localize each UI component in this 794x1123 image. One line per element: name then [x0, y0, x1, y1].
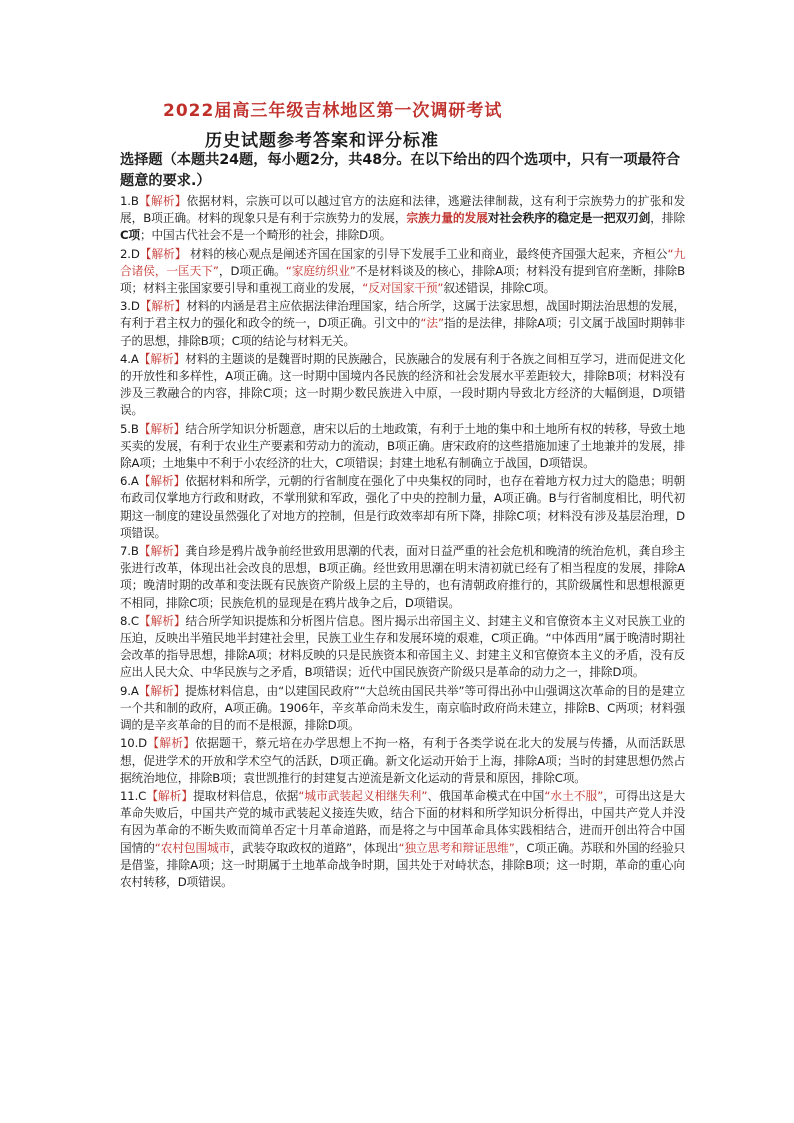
answer-number: 1.B — [120, 194, 139, 208]
answer-text: 不是材料谈及的核心，排除A项；材料没有提到官府垄断，排除B项；材料主张国家要引导和重视工商业的发展， — [120, 263, 685, 296]
analysis-tag: 【解析】 — [146, 788, 194, 803]
answer-item — [120, 298, 685, 350]
analysis-tag: 【解析】 — [139, 246, 187, 261]
exam-title: 2022届高三年级吉林地区第一次调研考试 — [163, 101, 503, 121]
answer-number: 4.A — [120, 351, 139, 366]
answer-number: 11.C — [120, 788, 147, 803]
answer-item — [120, 683, 685, 735]
answer-item — [120, 246, 685, 298]
analysis-tag: 【解析】 — [138, 421, 186, 436]
answer-text: C项 — [120, 228, 140, 243]
answer-item — [120, 473, 685, 542]
answer-text: “法” — [420, 316, 444, 331]
answer-number: 10.D — [120, 736, 147, 751]
answer-item — [120, 421, 685, 473]
answer-text: 指的是法律，排除A项；引文属于战国时期韩非子的思想，排除B项；C项的结论与材料无关。 — [120, 316, 685, 348]
answer-text: “反对国家干预” — [362, 281, 444, 296]
answer-text: 依据材料，宗族可以可以越过官方的法庭和法律，逃避法律制裁，这有利于宗族势力的扩张和发展，B项正确。材料的现象只是有利于宗族势力的发展， — [120, 194, 685, 226]
answer-text: 宗族力量的发展 — [406, 211, 488, 226]
answer-text: 提取材料信息，依据 — [193, 788, 299, 803]
analysis-tag: 【解析】 — [138, 351, 186, 366]
answer-text: “九合诸侯，一匡天下” — [120, 246, 685, 278]
answer-text: “独立思考和辩证思维” — [398, 840, 515, 855]
analysis-tag: 【解析】 — [138, 194, 187, 208]
section-heading: 选择题（本题共24题，每小题2分，共48分。在以下给出的四个选项中，只有一项最符合题意的要求.） — [120, 152, 681, 189]
answer-number: 3.D — [120, 299, 140, 314]
answer-text: 材料的核心观点是阐述齐国在国家的引导下发展手工业和商业，最终使齐国强大起来，齐桓公 — [186, 246, 668, 261]
answer-text: 结合所学知识分析题意，唐宋以后的土地政策，有利于土地的集中和土地所有权的转移，导致土地买卖的发展，有利于农业生产要素和劳动力的流动，B项正确。唐宋政府的这些措施加速了土地兼并的发展，排除A项；土地集中不利于小农经济的壮大，C项错误；封建土地私有制确立于战国，D项错误。 — [120, 421, 685, 471]
answer-item — [120, 543, 685, 612]
answer-item — [120, 735, 685, 787]
answer-item — [120, 788, 685, 891]
answer-text: ，武装夺取政权的道路”，体现出 — [230, 840, 399, 855]
answer-text: 提炼材料信息，由“以建国民政府”“大总统由国民共举”等可得出孙中山强调这次革命的目的是建立一个共和制的政府，A项正确。1906年，辛亥革命尚未发生，南京临时政府尚未建立，排除B、C两项；材料强调的是辛亥革命的目的而不是根源，排除D项。 — [120, 683, 685, 733]
answer-number: 9.A — [120, 683, 139, 698]
answer-number: 8.C — [120, 613, 139, 628]
answer-text: “城市武装起义相继失利” — [298, 788, 428, 803]
answer-text: 结合所学知识提炼和分析图片信息。图片揭示出帝国主义、封建主义和官僚资本主义对民族工业的压迫，反映出半殖民地半封建社会里，民族工业生存和发展环境的艰难，C项正确。“中体西用”属于晚清时期社会改革的指导思想，排除A项；材料反映的只是民族资本和帝国主义、封建主义和官僚资本主义的矛盾，没有反应出人民大众、中华民族与之矛盾，B项错误；近代中国民族资产阶级只是革命的动力之一，排除D项。 — [120, 613, 685, 680]
answer-text: ；中国古代社会不是一个畸形的社会，排除D项。 — [139, 228, 392, 243]
answer-number: 7.B — [120, 544, 139, 559]
analysis-tag: 【解析】 — [138, 544, 186, 559]
answer-text: ，D项正确。 — [218, 263, 286, 278]
answer-text: 、俄国革命模式在中国 — [427, 788, 545, 803]
analysis-tag: 【解析】 — [138, 683, 186, 698]
answer-text: 依据材料和所学，元朝的行省制度在强化了中央集权的同时，也存在着地方权力过大的隐患；明朝布政司仅掌地方行政和财政，不掌刑狱和军政，强化了中央的控制力量，A项正确。B与行省制度相比，明代初期这一制度的建设虽然强化了对地方的控制，但是行政效率却有所下降，排除C项；材料没有涉及基层治理，D项错误。 — [120, 474, 685, 540]
answer-item — [120, 193, 685, 245]
answer-text: “农村包围城市 — [154, 840, 231, 855]
answer-text: 龚自珍是鸦片战争前经世致用思潮的代表，面对日益严重的社会危机和晚清的统治危机，龚自珍主张进行改革，体现出社会改良的思想，B项正确。经世致用思潮在明末清初就已经有了相当程度的发展，排除A项；晚清时期的改革和变法既有民族资产阶级上层的主导的，也有清朝政府推行的，其阶级属性和思想根源更不相同，排除C项；民族危机的显现是在鸦片战争之后，D项错误。 — [120, 544, 685, 610]
answer-number: 5.B — [120, 421, 139, 436]
answer-text: 对社会秩序的稳定是一把双刃剑 — [487, 211, 651, 226]
answer-item — [120, 613, 685, 682]
answer-key-subtitle: 历史试题参考答案和评分标准 — [205, 131, 439, 151]
answer-text: 材料的主题谈的是魏晋时期的民族融合，民族融合的发展有利于各族之间相互学习，进而促进文化的开放性和多样性，A项正确。这一时期中国境内各民族的经济和社会发展水平差距较大，排除B项；材料没有涉及三教融合的内容，排除C项；这一时期少数民族进入中原，一段时期内导致北方经济的大幅倒退，D项错误。 — [120, 351, 685, 418]
answer-list — [120, 193, 685, 891]
analysis-tag: 【解析】 — [139, 299, 187, 314]
analysis-tag: 【解析】 — [138, 613, 186, 628]
answer-text: ，C项正确。苏联和外国的经验只是借鉴，排除A项；这一时期属于土地革命战争时期，国共处于对峙状态，排除B项；这一时期，革命的重心向农村转移，D项错误。 — [120, 840, 685, 889]
answer-text: 叙述错误，排除C项。 — [443, 281, 556, 296]
answer-text: ，可得出这是大革命失败后，中国共产党的城市武装起义接连失败，结合下面的材料和所学知识分析得出，中国共产党人并没有因为革命的不断失败而简单否定十月革命道路，而是将之与中国革命具体实践相结合，进而开创出符合中国国情的 — [120, 788, 685, 855]
answer-text: ，排除 — [650, 211, 686, 226]
analysis-tag: 【解析】 — [138, 474, 186, 489]
answer-number: 6.A — [120, 474, 139, 489]
analysis-tag: 【解析】 — [147, 736, 196, 751]
answer-item — [120, 351, 685, 420]
answer-number: 2.D — [120, 246, 140, 261]
answer-text: “水土不服” — [544, 788, 604, 803]
answer-text: 材料的内涵是君主应依据法律治理国家，结合所学，这属于法家思想，战国时期法治思想的发展，有利于君主权力的强化和政令的统一，D项正确。引文中的 — [120, 299, 685, 331]
answer-text: 依据题干，蔡元培在办学思想上不拘一格，有利于各类学说在北大的发展与传播，从而活跃思想，促进学术的开放和学术空气的活跃，D项正确。新文化运动开始于上海，排除A项；当时的封建思想仍然占据统治地位，排除B项；袁世凯推行的封建复古逆流是新文化运动的背景和原因，排除C项。 — [120, 736, 685, 785]
answer-text: “家庭纺织业” — [285, 263, 356, 278]
